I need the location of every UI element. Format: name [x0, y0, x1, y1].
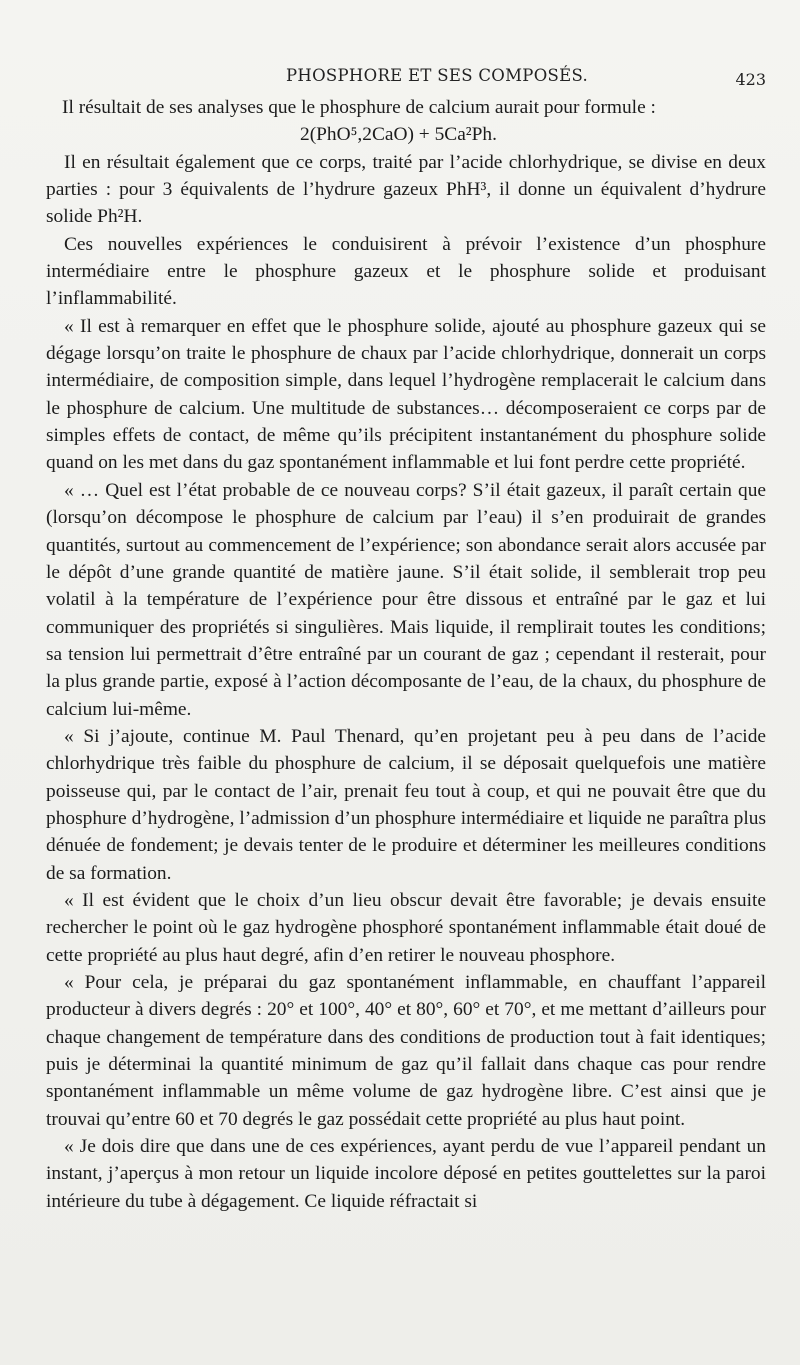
running-head: PHOSPHORE ET SES COMPOSÉS. [286, 66, 589, 85]
paragraph: « … Quel est l’état probable de ce nouveau corps? S’il était gazeux, il paraît certain que (lorsqu’on décompose le phosphure de calcium par l’eau) il s’en produirait de grandes quantités, surtout au commencement de l’expérience; son abondance serait alors accusée par le dépôt d’une grande quantité de matière jaune. S’il était solide, il semblerait trop peu volatil à la température de l’expérience pour être dissous et entraîné par le gaz et lui communiquer des propriétés si singulières. Mais liquide, il remplirait toutes les conditions; sa tension lui permettrait d’être entraîné par un courant de gaz ; cependant il resterait, pour la plus grande partie, exposé à l’action décomposante de l’eau, de la chaux, du phosphure de calcium lui-même. [46, 479, 766, 720]
page-header [0, 66, 800, 90]
paragraph: « Si j’ajoute, continue M. Paul Thenard, qu’en projetant peu à peu dans de l’acide chlorhydrique très faible du phosphure de calcium, il se déposait quelquefois une matière poisseuse qui, par le contact de l’air, prenait feu tout à coup, et qui ne pouvait être que du phosphure d’hydrogène, l’admission d’un phosphure intermédiaire et liquide ne paraîtra plus dénuée de fondement; je devais tenter de le produire et déterminer les meilleures conditions de sa formation. [46, 725, 766, 884]
body-text [46, 94, 766, 1215]
paragraph: Il en résultait également que ce corps, traité par l’acide chlorhydrique, se divise en deux parties : pour 3 équivalents de l’hydrure gazeux PhH³, il donne un équivalent d’hydrure solide Ph²H. [46, 151, 766, 228]
paragraph: « Pour cela, je préparai du gaz spontanément inflammable, en chauffant l’appareil producteur à divers degrés : 20° et 100°, 40° et 80°, 60° et 70°, et me mettant d’ailleurs pour chaque changement de température dans des conditions de production tout à fait identiques; puis je déterminai la quantité minimum de gaz qu’il fallait dans chaque cas pour rendre spontanément inflammable un même volume de gaz hydrogène libre. C’est ainsi que je trouvai qu’entre 60 et 70 degrés le gaz possédait cette propriété au plus haut point. [46, 972, 766, 1130]
formula: 2(PhO⁵,2CaO) + 5Ca²Ph. [300, 124, 497, 146]
paragraph: « Il est à remarquer en effet que le phosphure solide, ajouté au phosphure gazeux qui se dégage lorsqu’on traite le phosphure de chaux par l’acide chlorhydrique, donnerait un corps intermédiaire, de composition simple, dans lequel l’hydrogène remplacerait le calcium dans le phosphure de calcium. Une multitude de substances… décomposeraient ce corps par de simples effets de contact, de même qu’ils précipitent instantanément du phosphure solide quand on les met dans du gaz spontanément inflammable et lui font perdre cette propriété. [46, 315, 766, 474]
paragraph: Il résultait de ses analyses que le phosphure de calcium aurait pour formule : [62, 97, 656, 118]
paragraph: « Je dois dire que dans une de ces expériences, ayant perdu de vue l’appareil pendant un instant, j’aperçus à mon retour un liquide incolore déposé en petites gouttelettes sur la paroi intérieure du tube à dégagement. Ce liquide réfractait si [46, 1136, 766, 1212]
page-number: 423 [735, 70, 766, 89]
paragraph: Ces nouvelles expériences le conduisirent à prévoir l’existence d’un phosphure intermédiaire entre le phosphure gazeux et le phosphure solide et produisant l’inflammabilité. [46, 233, 766, 310]
paragraph: « Il est évident que le choix d’un lieu obscur devait être favorable; je devais ensuite rechercher le point où le gaz hydrogène phosphoré spontanément inflammable était doué de cette propriété au plus haut degré, afin d’en retirer le nouveau phosphore. [46, 889, 766, 966]
